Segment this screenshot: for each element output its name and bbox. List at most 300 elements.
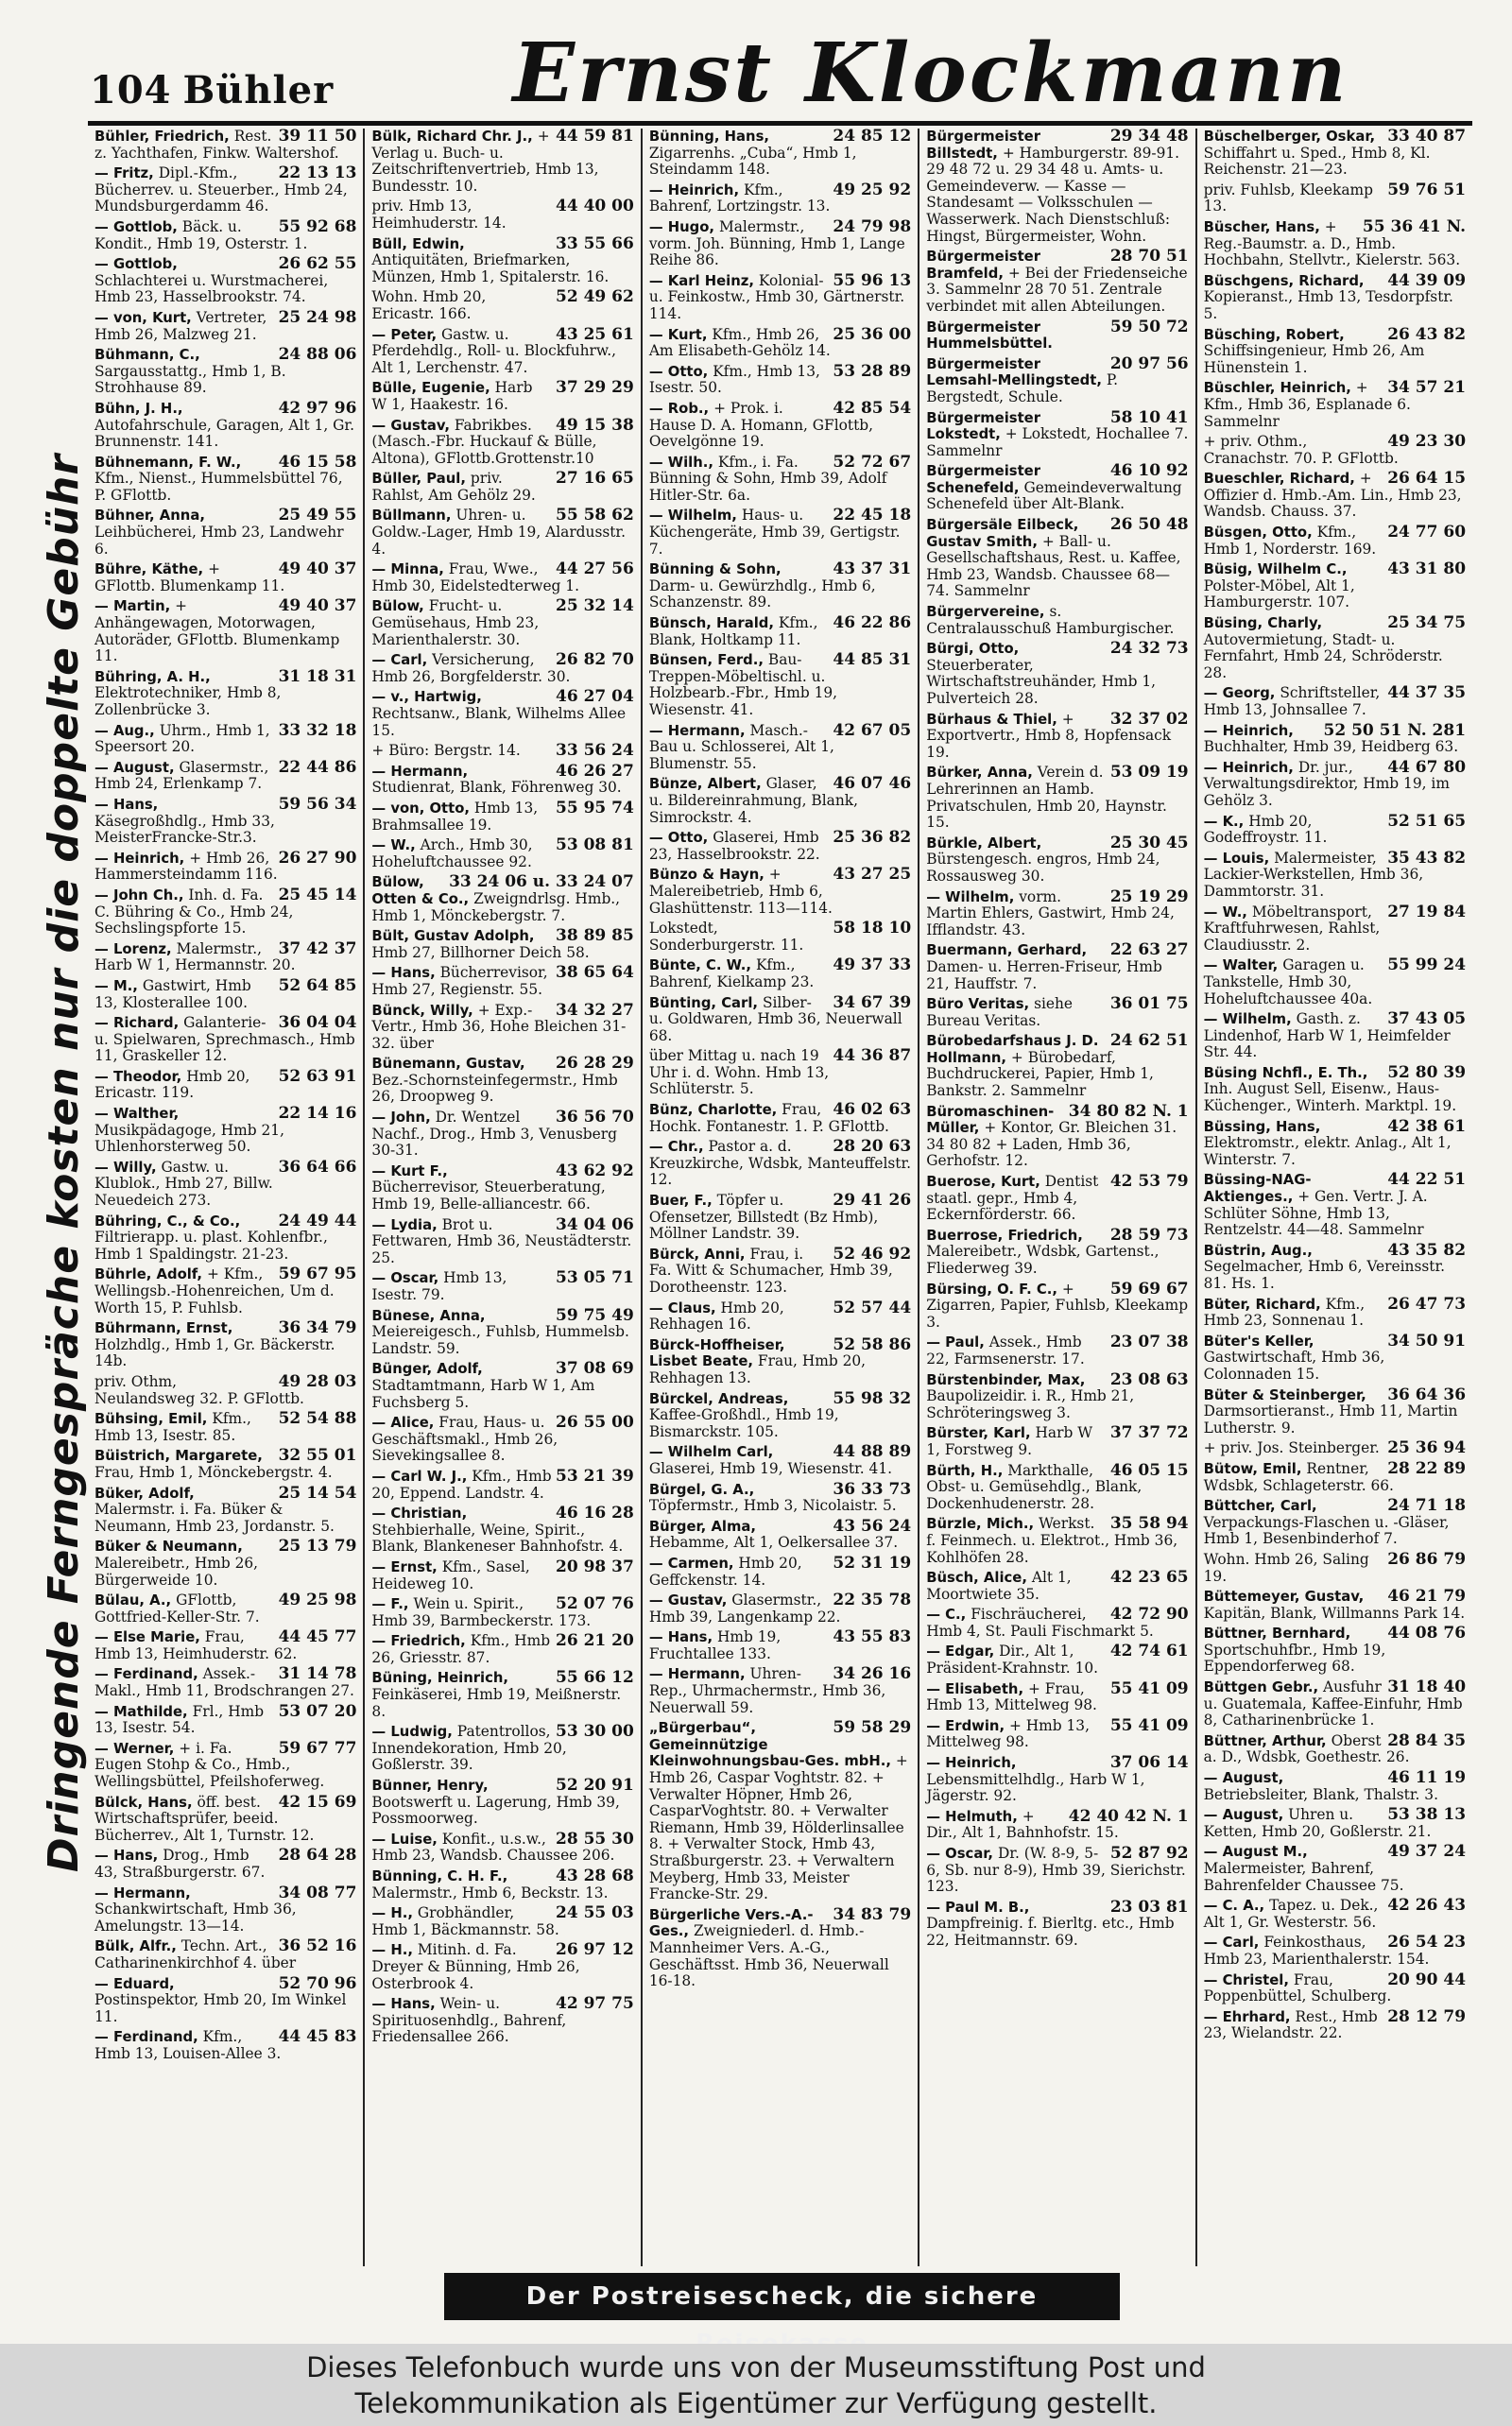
directory-entry xyxy=(648,992,912,1045)
entry-name: Bütow, Emil, xyxy=(1203,1460,1302,1477)
directory-entry xyxy=(648,1479,912,1515)
directory-entry xyxy=(926,1460,1189,1513)
directory-entry xyxy=(1204,904,1466,955)
directory-entry xyxy=(94,598,356,664)
entry-details: Stadtamtmann, Harb W 1, Am Fuchsberg 5. xyxy=(371,1376,595,1411)
directory-entry xyxy=(1204,1011,1466,1061)
entry-name: — H., xyxy=(371,1942,413,1959)
entry-details: + Zigarren, Papier, Fuhlsb, Kleekamp 3. xyxy=(926,1280,1189,1331)
directory-entry xyxy=(371,198,633,232)
entry-phone: 55 98 32 xyxy=(833,1388,912,1408)
directory-entry xyxy=(94,1483,357,1536)
entry-details: Malermeister, Lackier-Werkstellen, Hmb 36, Dammtorstr. 31. xyxy=(1203,849,1424,900)
entry-name: Buermann, Gerhard, xyxy=(926,942,1088,959)
entry-details: Dampfreinig. f. Bierltg. etc., Hmb 22, Heitmannstr. 69. xyxy=(926,1915,1175,1949)
directory-entry xyxy=(648,1904,912,1990)
entry-details: Frucht- u. Gemüsehaus, Hmb 23, Marienthalerstr. 30. xyxy=(371,597,540,648)
entry-phone: 24 79 98 xyxy=(833,216,912,236)
directory-entry xyxy=(648,1388,912,1441)
entry-details: priv. Hmb 13, Heimhuderstr. 14. xyxy=(371,198,507,232)
entry-details: Hebamme, Alt 1, Oelkersallee 37. xyxy=(648,1534,899,1552)
entry-phone: 55 58 62 xyxy=(556,506,634,525)
entry-details: Malereibetr., Wdsbk, Gartenst., Fliederweg 39. xyxy=(926,1243,1160,1277)
entry-name: — Chr., xyxy=(648,1139,704,1156)
directory-entry xyxy=(1203,848,1467,901)
entry-phone: 26 27 90 xyxy=(278,848,357,868)
entry-name: — Wilhelm, xyxy=(1203,1011,1292,1028)
entry-name: — Christel, xyxy=(1203,1971,1289,1988)
entry-details: Malereibetr., Hmb 26, Bürgerweide 10. xyxy=(94,1554,259,1589)
entry-phone: 29 34 48 xyxy=(1109,129,1189,146)
entry-details: Gasth. z. Lindenhof, Harb W 1, Heimfelder Str. 44. xyxy=(1203,1010,1451,1061)
directory-entry xyxy=(371,837,633,870)
entry-phone: 38 65 64 xyxy=(556,963,634,983)
entry-name: — Heinrich, xyxy=(1203,759,1294,776)
entry-phone: 31 14 78 xyxy=(278,1664,357,1684)
entry-name: Bührmann, Ernst, xyxy=(94,1320,233,1337)
entry-phone: 35 58 94 xyxy=(1109,1514,1189,1534)
entry-name: Bürster, Karl, xyxy=(926,1425,1031,1442)
entry-phone: 49 37 33 xyxy=(833,955,912,975)
entry-details: Alt 1, Moortwiete 35. xyxy=(926,1569,1072,1603)
entry-details: Assek.-Makl., Hmb 11, Brodschrangen 27. xyxy=(94,1665,354,1700)
entry-phone: 53 28 89 xyxy=(833,361,912,381)
entry-name: Bünner, Henry, xyxy=(371,1778,489,1795)
directory-entry xyxy=(1204,1589,1466,1622)
entry-name: — Hermann, xyxy=(648,1666,746,1683)
entry-phone: 26 82 70 xyxy=(556,650,634,670)
entry-name: Büschgens, Richard, xyxy=(1203,272,1365,289)
entry-details: + Verlag u. Buch- u. Zeitschriftenvertrieb, Hmb 13, Bundesstr. 10. xyxy=(371,129,599,195)
entry-details: Rest. z. Yachthafen, Finkw. Waltershof. xyxy=(94,129,339,162)
entry-details: Elektrotechniker, Hmb 8, Zollenbrücke 3. xyxy=(94,684,282,718)
entry-details: Hmb 13, Brahmsallee 19. xyxy=(371,799,539,834)
entry-details: Verein d. Lehrerinnen an Hamb. Privatschulen, Hmb 20, Haynstr. 15. xyxy=(926,764,1167,832)
entry-name: — M., xyxy=(94,977,138,994)
entry-details: Kaffee-Großhdl., Hmb 19, Bismarckstr. 105. xyxy=(648,1406,839,1440)
directory-entry xyxy=(371,1942,633,1992)
entry-phone: 22 63 27 xyxy=(1109,940,1189,960)
entry-phone: 20 98 37 xyxy=(556,1557,634,1576)
entry-phone: 42 38 61 xyxy=(1387,1116,1467,1136)
entry-details: Segelmacher, Hmb 6, Vereinsstr. 81. Hs. 1. xyxy=(1203,1258,1446,1292)
entry-name: — Ferdinand, xyxy=(94,1666,198,1683)
entry-name: Bülau, A., xyxy=(94,1592,172,1609)
entry-phone: 25 36 82 xyxy=(833,828,912,848)
directory-entry xyxy=(94,2029,356,2062)
entry-details: + Prok. i. Hause D. A. Homann, GFlottb, Oevelgönne 19. xyxy=(648,399,874,451)
directory-entry xyxy=(1204,434,1466,467)
disclaimer-line-2: Telekommunikation als Eigentümer zur Verfügung gestellt. xyxy=(354,2387,1158,2419)
listing-columns xyxy=(88,129,1472,2266)
entry-phone: 43 35 82 xyxy=(1387,1240,1467,1260)
entry-details: Kfm., Nienst., Hummelsbüttel 76, P. GFlottb. xyxy=(94,470,343,504)
entry-phone: 24 32 73 xyxy=(1109,639,1189,659)
entry-phone: 26 62 55 xyxy=(278,254,357,274)
entry-details: + Anhängewagen, Motorwagen, Autoräder, GFlottb. Blumenkamp 11. xyxy=(94,597,340,665)
directory-entry xyxy=(371,1670,633,1720)
entry-phone: 59 67 95 xyxy=(278,1265,357,1284)
directory-entry xyxy=(649,1139,911,1189)
entry-name: — C., xyxy=(926,1607,967,1624)
entry-phone: 59 50 72 xyxy=(1109,317,1189,336)
entry-phone: 49 25 98 xyxy=(278,1591,357,1610)
entry-phone: 42 40 42 N. 1 xyxy=(1068,1806,1189,1826)
entry-details: Silber- u. Goldwaren, Hmb 36, Neuerwall 68. xyxy=(648,993,902,1044)
directory-entry xyxy=(1203,1730,1467,1766)
entry-phone: 46 10 92 xyxy=(1109,461,1189,481)
entry-phone: 52 31 19 xyxy=(833,1553,912,1573)
entry-name: Büsing Nchfl., E. Th., xyxy=(1203,1064,1368,1081)
entry-name: Büll, Edwin, xyxy=(371,235,465,252)
entry-phone: 37 29 29 xyxy=(556,378,634,398)
entry-phone: 53 08 81 xyxy=(556,835,634,855)
entry-details: Rest., Hmb 23, Wielandstr. 22. xyxy=(1203,2007,1378,2042)
directory-entry xyxy=(926,1755,1188,1805)
entry-details: Stehbierhalle, Weine, Spirit., Blank, Blankeneser Bahnhofstr. 4. xyxy=(371,1521,624,1556)
entry-phone: 44 40 00 xyxy=(556,197,634,216)
directory-entry xyxy=(371,1505,633,1556)
directory-entry xyxy=(94,848,357,884)
entry-name: — Ernst, xyxy=(371,1558,438,1575)
entry-details: + Ball- u. Gesellschaftshaus, Rest. u. Kaffee, Hmb 23, Wandsb. Chaussee 68—74. Sammelnr xyxy=(926,532,1181,600)
entry-details: Haus- u. Küchengeräte, Hmb 39, Gertigstr. 7. xyxy=(648,507,901,558)
entry-name: Bürhaus & Thiel, xyxy=(926,711,1057,728)
entry-name: — Fritz, xyxy=(94,165,154,182)
entry-name: — F., xyxy=(371,1596,409,1613)
entry-details: + i. Fa. Eugen Stohp & Co., Hmb., Wellingsbüttel, Pfeilshoferweg. xyxy=(94,1739,325,1791)
directory-entry xyxy=(648,216,912,269)
entry-phone: 42 26 43 xyxy=(1387,1896,1467,1916)
entry-phone: 44 27 56 xyxy=(556,559,634,579)
entry-name: — Wilh., xyxy=(648,454,714,471)
entry-phone: 28 84 35 xyxy=(1387,1730,1467,1750)
entry-details: Bürstengesch. engros, Hmb 24, Rossausweg 30. xyxy=(926,851,1160,885)
entry-phone: 59 56 34 xyxy=(278,794,357,814)
entry-phone: 31 18 40 xyxy=(1387,1678,1467,1697)
entry-phone: 43 55 83 xyxy=(833,1627,912,1647)
entry-details: Glaserei, Hmb 19, Wiesenstr. 41. xyxy=(648,1459,893,1477)
entry-phone: 44 08 76 xyxy=(1387,1624,1467,1643)
directory-entry xyxy=(926,1279,1189,1332)
entry-details: + Exportvertr., Hmb 8, Hopfensack 19. xyxy=(926,710,1172,761)
entry-details: Glasermstr., Hmb 24, Erlenkamp 7. xyxy=(94,758,269,793)
directory-entry xyxy=(94,1792,357,1845)
directory-entry xyxy=(94,887,356,938)
entry-details: Buchhalter, Hmb 39, Heidberg 63. xyxy=(1203,738,1459,756)
directory-entry xyxy=(1204,957,1466,1007)
entry-phone: 33 24 06 u. 33 24 07 xyxy=(449,872,634,892)
directory-entry xyxy=(1204,685,1466,718)
entry-phone: 44 22 51 xyxy=(1387,1170,1467,1190)
directory-entry xyxy=(371,1415,633,1465)
entry-details: Hmb 20, Ericastr. 119. xyxy=(94,1067,250,1102)
entry-details: Werkst. f. Feinmech. u. Elektrot., Hmb 36, Kohlhöfen 28. xyxy=(926,1515,1178,1566)
entry-details: Kfm., Hmb 13, Louisen-Allee 3. xyxy=(94,2028,282,2062)
directory-entry xyxy=(1204,561,1466,611)
entry-name: — Hermann, xyxy=(94,1884,191,1901)
directory-entry xyxy=(94,307,357,343)
directory-entry xyxy=(648,720,912,773)
entry-details: Kfm., Bahrenf, Lortzingstr. 13. xyxy=(648,181,831,215)
entry-name: — Gustav, xyxy=(648,1592,728,1609)
entry-details: Kfm., Hmb 13, Isestr. 85. xyxy=(94,1410,251,1444)
entry-name: Bülle, Eugenie, xyxy=(371,380,490,397)
entry-name: Bueschler, Richard, xyxy=(1203,471,1355,488)
entry-phone: 46 15 58 xyxy=(278,452,357,472)
entry-name: — Lydia, xyxy=(371,1216,438,1233)
entry-details: Vertreter, Hmb 26, Malzweg 21. xyxy=(94,308,267,343)
directory-entry xyxy=(926,1643,1188,1677)
directory-entry xyxy=(371,1724,633,1774)
entry-details: Bez.-Schornsteinfegermstr., Hmb 26, Droopweg 9. xyxy=(371,1071,618,1106)
directory-entry xyxy=(1203,1549,1467,1585)
entry-name: — Carl W. J., xyxy=(371,1468,468,1485)
directory-entry xyxy=(371,1305,634,1358)
entry-details: Hmb 19, Fruchtallee 133. xyxy=(648,1628,782,1662)
entry-details: Frau, Poppenbüttel, Schulberg. xyxy=(1203,1970,1392,2005)
entry-details: Verpackungs-Flaschen u. -Gläser, Hmb 1, Besenbinderhof 7. xyxy=(1203,1513,1450,1548)
entry-details: öff. best. Wirtschaftsprüfer, beeid. Bücherrev., Alt 1, Turnstr. 12. xyxy=(94,1793,315,1844)
entry-name: Büromaschinen-Müller, xyxy=(926,1103,1055,1137)
entry-details: Frau, Hochk. Fontanestr. 1. P. GFlottb. xyxy=(648,1101,889,1135)
directory-entry xyxy=(1203,1240,1467,1293)
directory-entry xyxy=(94,975,357,1011)
entry-phone: 44 45 77 xyxy=(278,1627,357,1647)
entry-details: Glaser, u. Bildereinrahmung, Blank, Simrockstr. 4. xyxy=(648,775,858,826)
entry-name: Bülk, Alfr., xyxy=(94,1938,177,1955)
entry-details: Konfit., u.s.w., Hmb 23, Wandsb. Chaussee 206. xyxy=(371,1830,615,1865)
entry-name: Bürsing, O. F. C., xyxy=(926,1281,1057,1298)
directory-entry xyxy=(1203,1458,1467,1494)
entry-details: Rechtsanw., Blank, Wilhelms Allee 15. xyxy=(371,705,627,739)
entry-details: Wohn. Hmb 26, Saling 19. xyxy=(1203,1550,1369,1585)
entry-phone: 42 53 79 xyxy=(1109,1172,1189,1192)
entry-phone: 33 40 87 xyxy=(1387,129,1467,146)
directory-entry xyxy=(926,604,1188,637)
entry-details: Kfm., Hmb 23, Sonnenau 1. xyxy=(1203,1295,1366,1330)
directory-entry xyxy=(648,452,912,505)
directory-entry xyxy=(94,129,356,162)
disclaimer xyxy=(0,2344,1512,2426)
directory-entry xyxy=(1204,615,1466,681)
entry-details: Gastw. u. Klublok., Hmb 27, Billw. Neuedeich 273. xyxy=(94,1158,273,1210)
entry-details: + Dir., Alt 1, Bahnhofstr. 15. xyxy=(926,1807,1119,1842)
entry-name: Bürkle, Albert, xyxy=(926,834,1042,852)
entry-phone: 52 50 51 N. 281 xyxy=(1323,720,1467,740)
entry-details: Oberst a. D., Wdsbk, Goethestr. 26. xyxy=(1203,1731,1410,1766)
entry-details: Filtrierapp. u. plast. Kohlenfbr., Hmb 1 Spaldingstr. 21-23. xyxy=(94,1229,328,1263)
entry-name: Bünting, Carl, xyxy=(648,994,759,1011)
entry-details: Sportschuhfbr., Hmb 19, Eppendorferweg 68. xyxy=(1203,1641,1386,1676)
directory-entry xyxy=(371,289,633,322)
entry-phone: 59 69 67 xyxy=(1109,1279,1189,1299)
entry-phone: 43 37 31 xyxy=(833,559,912,579)
directory-entry xyxy=(926,1425,1188,1458)
directory-entry xyxy=(926,249,1188,315)
entry-name: Büsig, Wilhelm C., xyxy=(1203,561,1348,578)
entry-phone: 34 83 79 xyxy=(833,1904,912,1924)
entry-name: — Martin, xyxy=(94,598,171,615)
entry-details: Arch., Hmb 30, Hoheluftchaussee 92. xyxy=(371,836,533,870)
directory-entry xyxy=(649,830,911,863)
entry-details: Kfm., Hmb 13, Isestr. 50. xyxy=(648,362,820,397)
entry-name: — John, xyxy=(371,1110,431,1127)
entry-details: Dr. (W. 8-9, 5-6, Sb. nur 8-9), Hmb 39, Sierichstr. 123. xyxy=(926,1845,1186,1896)
entry-name: Bült, Gustav Adolph, xyxy=(371,928,535,945)
directory-entry xyxy=(926,1846,1188,1896)
entry-phone: 42 85 54 xyxy=(833,398,912,418)
entry-details: Schriftsteller, Hmb 13, Johnsallee 7. xyxy=(1203,684,1381,718)
page-header xyxy=(90,68,334,112)
entry-details: Bootswerft u. Lagerung, Hmb 39, Possmoorweg. xyxy=(371,1793,620,1828)
entry-name: — Erdwin, xyxy=(926,1717,1005,1734)
directory-entry xyxy=(94,720,357,756)
directory-entry xyxy=(926,1334,1188,1368)
entry-name: — Werner, xyxy=(94,1740,175,1757)
entry-phone: 49 25 92 xyxy=(833,180,912,199)
directory-entry xyxy=(94,1629,356,1662)
entry-details: siehe Bureau Veritas. xyxy=(926,995,1074,1029)
entry-phone: 37 06 14 xyxy=(1109,1753,1189,1773)
directory-entry xyxy=(926,641,1188,707)
entry-phone: 46 26 27 xyxy=(556,761,634,781)
directory-entry xyxy=(926,1715,1189,1751)
entry-phone: 26 86 79 xyxy=(1387,1549,1467,1569)
entry-name: — Hans, xyxy=(94,796,159,813)
entry-phone: 49 40 37 xyxy=(278,596,357,616)
directory-entry xyxy=(1203,757,1467,810)
entry-name: — Hermann, xyxy=(371,763,469,780)
entry-name: Bühring, C., & Co., xyxy=(94,1213,241,1230)
entry-phone: 24 49 44 xyxy=(278,1211,357,1230)
entry-phone: 26 28 29 xyxy=(556,1054,634,1074)
entry-details: Schankwirtschaft, Hmb 36, Amelungstr. 13—14. xyxy=(94,1901,297,1935)
entry-phone: 25 49 55 xyxy=(278,506,357,525)
entry-details: + Lokstedt, Hochallee 7. Sammelnr xyxy=(926,425,1189,459)
entry-phone: 52 51 65 xyxy=(1387,811,1467,831)
advertiser-banner: Ernst Klockmann xyxy=(512,26,1349,121)
entry-details: Elektromstr., elektr. Anlag., Alt 1, Winterstr. 7. xyxy=(1203,1134,1452,1168)
entry-name: — Paul M. B., xyxy=(926,1899,1030,1916)
entry-name: Bürth, H., xyxy=(926,1462,1004,1479)
entry-phone: 59 76 51 xyxy=(1387,180,1467,199)
entry-name: Bünning, Hans, xyxy=(648,129,769,145)
directory-entry xyxy=(926,407,1189,460)
directory-entry xyxy=(94,452,357,505)
entry-details: + Offizier d. Hmb.-Am. Lin., Hmb 23, Wandsb. Chauss. 37. xyxy=(1203,470,1462,521)
entry-details: Inh. August Sell, Eisenw., Haus-Küchenger., Winterh. Marktpl. 19. xyxy=(1203,1080,1457,1115)
entry-phone: 46 05 15 xyxy=(1109,1460,1189,1480)
directory-entry xyxy=(94,347,356,397)
entry-name: Büttner, Arthur, xyxy=(1203,1732,1327,1749)
entry-phone: 59 58 29 xyxy=(833,1718,912,1738)
entry-phone: 53 21 39 xyxy=(556,1466,634,1486)
entry-phone: 32 37 02 xyxy=(1109,709,1189,729)
entry-details: + Kfm., Hmb 36, Esplanade 6. Sammelnr xyxy=(1203,379,1411,430)
directory-entry xyxy=(94,938,357,974)
directory-entry xyxy=(94,1973,357,2026)
directory-entry xyxy=(94,1592,356,1626)
entry-details: Feinkäserei, Hmb 19, Meißnerstr. 8. xyxy=(371,1686,622,1720)
entry-details: + Bei der Friedenseiche 3. Sammelnr 28 70 51. Zentrale verbindet mit allen Abteilungen. xyxy=(926,264,1188,315)
entry-name: Büllmann, xyxy=(371,508,452,525)
directory-entry xyxy=(371,1214,634,1267)
directory-entry xyxy=(94,1266,356,1316)
entry-name: Bürckel, Andreas, xyxy=(648,1390,789,1407)
entry-phone: 42 72 90 xyxy=(1109,1605,1189,1625)
entry-details: Zigarrenhs. „Cuba“, Hmb 1, Steindamm 148. xyxy=(648,144,857,179)
entry-phone: 34 08 77 xyxy=(278,1883,357,1902)
entry-details: Kolonial- u. Feinkostw., Hmb 30, Gärtnerstr. 114. xyxy=(648,271,905,322)
entry-details: Harb W 1, Haakestr. 16. xyxy=(371,379,533,413)
entry-details: Musikpädagoge, Hmb 21, Uhlenhorsterweg 50. xyxy=(94,1121,284,1156)
directory-entry xyxy=(1203,720,1467,756)
entry-name: — H., xyxy=(371,1905,413,1922)
entry-details: + Bürobedarf, Buchdruckerei, Papier, Hmb 1, Bankstr. 2. Sammelnr xyxy=(926,1048,1154,1100)
directory-entry xyxy=(649,1444,911,1477)
entry-details: priv. Rahlst, Am Gehölz 29. xyxy=(371,470,536,504)
directory-entry xyxy=(1204,129,1466,179)
entry-phone: 33 56 24 xyxy=(556,741,634,761)
listing-column-1 xyxy=(88,129,365,2266)
entry-details: Töpfermstr., Hmb 3, Nicolaistr. 5. xyxy=(648,1497,897,1515)
entry-name: Bünger, Adolf, xyxy=(371,1361,483,1378)
entry-name: — Paul, xyxy=(926,1334,985,1351)
directory-entry xyxy=(94,757,357,793)
entry-phone: 39 11 50 xyxy=(278,129,357,146)
entry-details: über Mittag u. nach 19 Uhr i. d. Wohn. Hmb 13, Schlüterstr. 5. xyxy=(648,1047,830,1098)
directory-entry xyxy=(649,921,911,954)
entry-details: Dr. Wentzel Nachf., Drog., Hmb 3, Venusberg 30-31. xyxy=(371,1109,617,1160)
entry-name: Bürgi, Otto, xyxy=(926,641,1020,658)
directory-entry xyxy=(371,233,634,286)
entry-details: Frau, Hmb 1, Mönckebergstr. 4. xyxy=(94,1463,333,1481)
entry-phone: 42 15 69 xyxy=(278,1792,357,1812)
entry-details: Frau, i. Fa. Witt & Schumacher, Hmb 39, Dorotheenstr. 123. xyxy=(648,1245,893,1296)
directory-entry xyxy=(94,508,356,558)
directory-entry xyxy=(371,1778,633,1828)
entry-details: Hmb 13, Isestr. 79. xyxy=(371,1269,507,1303)
entry-phone: 42 97 75 xyxy=(556,1994,634,2014)
entry-name: — Mathilde, xyxy=(94,1703,188,1720)
directory-entry xyxy=(94,1106,356,1156)
entry-phone: 46 22 86 xyxy=(833,613,912,633)
entry-details: + Exp.-Vertr., Hmb 36, Hohe Bleichen 31-32. über xyxy=(371,1001,627,1052)
entry-phone: 22 45 18 xyxy=(833,506,912,525)
entry-name: — Heinrich, xyxy=(648,181,740,198)
entry-phone: 43 56 24 xyxy=(833,1516,912,1536)
entry-phone: 33 32 18 xyxy=(278,720,357,740)
entry-phone: 49 40 37 xyxy=(278,559,357,579)
entry-phone: 46 27 04 xyxy=(556,687,634,707)
entry-details: Kfm., Hmb 20, Eppend. Landstr. 4. xyxy=(371,1467,552,1502)
directory-entry xyxy=(649,867,911,917)
entry-phone: 34 80 82 N. 1 xyxy=(1068,1101,1189,1121)
directory-entry xyxy=(1204,182,1466,215)
entry-phone: 49 28 03 xyxy=(278,1371,357,1391)
entry-details: + Frau, Hmb 13, Mittelweg 98. xyxy=(926,1679,1097,1714)
directory-entry xyxy=(1204,380,1466,430)
entry-phone: 25 36 00 xyxy=(833,324,912,344)
entry-phone: 25 14 54 xyxy=(278,1483,357,1503)
entry-name: Bülow, xyxy=(371,598,424,615)
entry-details: + Hmb 26, Hammersteindamm 116. xyxy=(94,849,278,884)
directory-entry xyxy=(1204,1498,1466,1548)
directory-entry xyxy=(94,1066,357,1102)
entry-name: — Hans, xyxy=(371,1996,436,2013)
entry-name: Büscher, Hans, xyxy=(1203,218,1320,235)
